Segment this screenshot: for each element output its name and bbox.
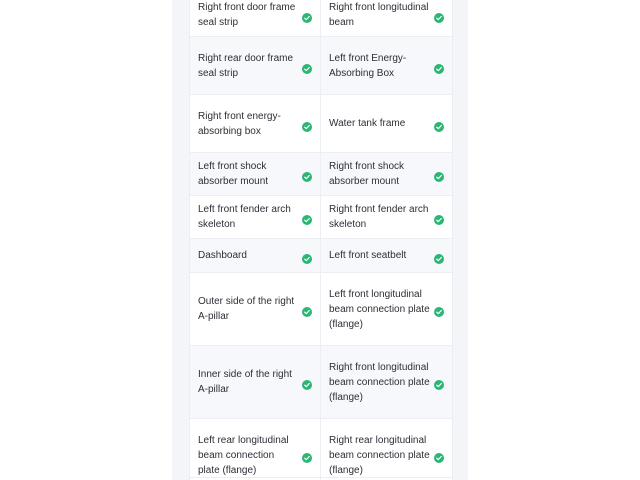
inspection-item-right [321, 239, 452, 272]
inspection-item-label: Left rear longitudinal beam connection plate (flange) [198, 434, 289, 476]
inspection-item-label: Right rear door frame seal strip [198, 52, 294, 79]
inspection-row [190, 153, 452, 196]
inspection-item-left [190, 419, 321, 480]
check-circle-icon [434, 251, 444, 261]
inspection-row [190, 37, 452, 95]
check-circle-icon [302, 119, 312, 129]
inspection-row [190, 239, 452, 273]
inspection-item-right [321, 37, 452, 94]
check-circle-icon [434, 10, 444, 20]
inspection-item-label: Left front fender arch skeleton [198, 204, 291, 230]
check-circle-icon [302, 212, 312, 222]
inspection-item-label: Right front longitudinal beam [329, 2, 429, 28]
inspection-item-label: Outer side of the right A-pillar [198, 296, 295, 322]
inspection-item-label: Right front energy-absorbing box [198, 110, 281, 137]
inspection-item-right [321, 419, 452, 480]
check-circle-icon [434, 119, 444, 129]
inspection-item-right [321, 196, 452, 238]
inspection-row [190, 0, 452, 37]
inspection-item-label: Right front door frame seal strip [198, 2, 296, 28]
check-circle-icon [302, 10, 312, 20]
inspection-item-label: Right front fender arch skeleton [329, 204, 429, 230]
inspection-item-label: Left front seatbelt [329, 250, 407, 261]
inspection-item-left [190, 239, 321, 272]
inspection-item-right [321, 0, 452, 36]
check-circle-icon [302, 450, 312, 460]
inspection-item-left [190, 196, 321, 238]
inspection-item-label: Right rear longitudinal beam connection plate (flange) [329, 434, 430, 476]
inspection-item-label: Water tank frame [329, 118, 406, 129]
check-circle-icon [302, 61, 312, 71]
inspection-item-label: Inner side of the right A-pillar [198, 369, 292, 395]
check-circle-icon [302, 377, 312, 387]
inspection-item-right [321, 273, 452, 345]
check-circle-icon [434, 61, 444, 71]
inspection-item-label: Right front shock absorber mount [329, 161, 405, 187]
inspection-item-label: Dashboard [198, 250, 247, 261]
check-circle-icon [434, 212, 444, 222]
inspection-row [190, 419, 452, 480]
check-circle-icon [434, 169, 444, 179]
check-circle-icon [434, 304, 444, 314]
check-circle-icon [302, 304, 312, 314]
inspection-item-right [321, 153, 452, 195]
check-circle-icon [302, 169, 312, 179]
inspection-item-grid [189, 0, 453, 480]
inspection-item-label: Right front longitudinal beam connection plate (flange) [329, 361, 430, 403]
inspection-item-left [190, 273, 321, 345]
inspection-item-left [190, 153, 321, 195]
inspection-row [190, 273, 452, 346]
inspection-item-label: Left front Energy-Absorbing Box [329, 52, 407, 79]
inspection-row [190, 346, 452, 419]
inspection-row [190, 95, 452, 153]
inspection-item-left [190, 37, 321, 94]
check-circle-icon [434, 377, 444, 387]
inspection-item-left [190, 0, 321, 36]
inspection-item-left [190, 95, 321, 152]
inspection-item-label: Left front shock absorber mount [198, 161, 269, 187]
inspection-row [190, 196, 452, 239]
inspection-item-label: Left front longitudinal beam connection plate (flange) [329, 288, 430, 330]
check-circle-icon [302, 251, 312, 261]
check-circle-icon [434, 450, 444, 460]
inspection-item-left [190, 346, 321, 418]
divider [189, 477, 453, 478]
inspection-item-right [321, 346, 452, 418]
inspection-item-right [321, 95, 452, 152]
